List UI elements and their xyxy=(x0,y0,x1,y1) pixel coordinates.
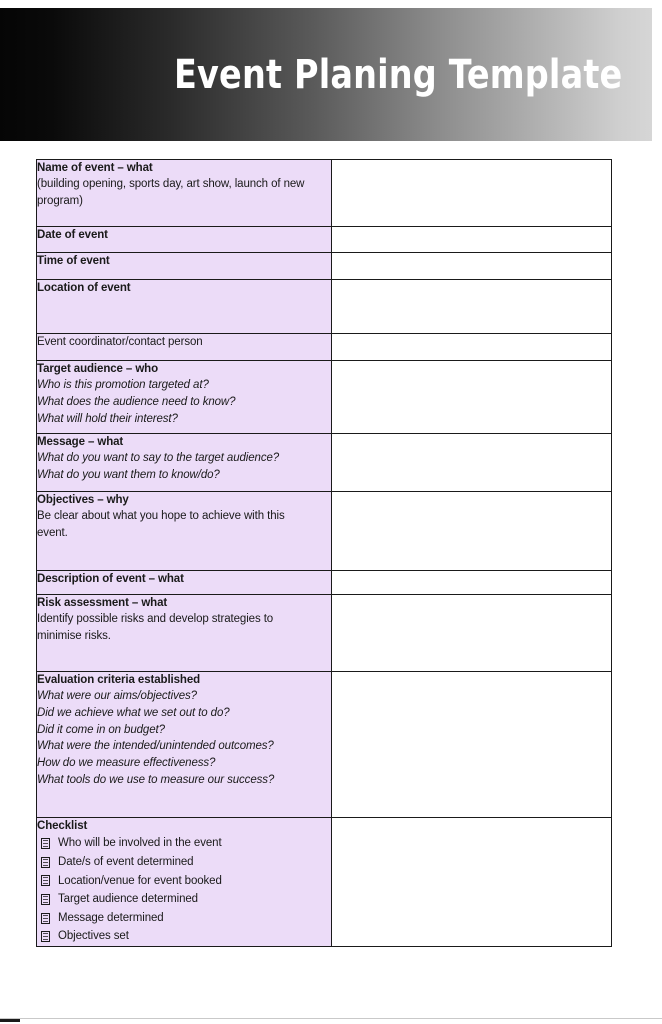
checklist-item[interactable] xyxy=(37,834,331,853)
value-cell-event-coordinator[interactable] xyxy=(332,334,612,361)
row-subtext: minimise risks. xyxy=(37,630,111,642)
row-heading: Location of event xyxy=(37,282,131,294)
value-cell-evaluation-criteria[interactable] xyxy=(332,672,612,818)
row-subtext: Identify possible risks and develop strategies to xyxy=(37,613,274,626)
row-heading: Evaluation criteria established xyxy=(37,674,201,686)
row-heading: Checklist xyxy=(37,820,88,832)
label-cell-target-audience xyxy=(37,361,332,434)
table-body xyxy=(37,160,612,947)
row-subtext: Did it come in on budget? xyxy=(37,723,165,736)
table-row xyxy=(37,334,612,361)
header-banner xyxy=(0,8,652,141)
value-cell-message[interactable] xyxy=(332,434,612,492)
value-cell-location-of-event[interactable] xyxy=(332,280,612,334)
checklist-item-label: Date/s of event determined xyxy=(58,855,194,868)
label-cell-message xyxy=(37,434,332,492)
missing-glyph-box-icon xyxy=(41,857,50,868)
row-subtext: What were the intended/unintended outcomes? xyxy=(37,740,274,753)
row-subtext: What will hold their interest? xyxy=(37,412,178,425)
row-heading: Time of event xyxy=(37,255,110,267)
page-title: Event Planing Template xyxy=(174,51,623,98)
row-subtext: Be clear about what you hope to achieve with this xyxy=(37,510,285,523)
value-cell-objectives[interactable] xyxy=(332,492,612,571)
checklist-item[interactable] xyxy=(37,853,331,872)
row-heading: Name of event – what xyxy=(37,162,153,174)
table-row xyxy=(37,253,612,280)
checklist-item-label: Objectives set xyxy=(58,930,129,943)
value-cell-date-of-event[interactable] xyxy=(332,227,612,253)
page-bottom-marker xyxy=(0,1019,20,1022)
row-subtext: (building opening, sports day, art show, launch of new xyxy=(37,178,305,191)
checklist-item-label: Who will be involved in the event xyxy=(58,837,222,850)
checklist-item[interactable] xyxy=(37,909,331,928)
label-cell-time-of-event xyxy=(37,253,332,280)
label-cell-description-of-event xyxy=(37,571,332,595)
table-row xyxy=(37,160,612,227)
row-subtext: Who is this promotion targeted at? xyxy=(37,379,209,392)
row-heading: Message – what xyxy=(37,436,124,448)
missing-glyph-box-icon xyxy=(41,875,50,886)
value-cell-target-audience[interactable] xyxy=(332,361,612,434)
row-subtext: What tools do we use to measure our success? xyxy=(37,773,275,786)
missing-glyph-box-icon xyxy=(41,894,50,905)
table-row xyxy=(37,361,612,434)
table-row xyxy=(37,571,612,595)
row-heading: Event coordinator/contact person xyxy=(37,336,203,348)
table-row xyxy=(37,672,612,818)
row-subtext: What do you want to say to the target audience? xyxy=(37,452,280,465)
row-subtext: What does the audience need to know? xyxy=(37,396,236,408)
table-row xyxy=(37,280,612,334)
checklist-item-label: Target audience determined xyxy=(58,893,198,906)
missing-glyph-box-icon xyxy=(41,913,50,924)
table-row xyxy=(37,595,612,672)
value-cell-risk-assessment[interactable] xyxy=(332,595,612,672)
row-subtext: How do we measure effectiveness? xyxy=(37,757,216,770)
label-cell-location-of-event xyxy=(37,280,332,334)
label-cell-event-coordinator xyxy=(37,334,332,361)
row-subtext: event. xyxy=(37,527,68,539)
row-subtext: What were our aims/objectives? xyxy=(37,690,197,703)
checklist-item[interactable] xyxy=(37,927,331,946)
value-cell-time-of-event[interactable] xyxy=(332,253,612,280)
row-heading: Description of event – what xyxy=(37,573,184,585)
label-cell-checklist xyxy=(37,818,332,947)
row-heading: Date of event xyxy=(37,229,108,241)
missing-glyph-box-icon xyxy=(41,838,50,849)
missing-glyph-box-icon xyxy=(41,931,50,942)
table-row xyxy=(37,492,612,571)
page-bottom-rule xyxy=(0,1018,662,1019)
checklist-item-label: Location/venue for event booked xyxy=(58,874,222,887)
checklist-item[interactable] xyxy=(37,872,331,891)
table-row xyxy=(37,434,612,492)
row-heading: Objectives – why xyxy=(37,494,129,506)
label-cell-risk-assessment xyxy=(37,595,332,672)
value-cell-checklist[interactable] xyxy=(332,818,612,947)
checklist-item[interactable] xyxy=(37,890,331,909)
label-cell-objectives xyxy=(37,492,332,571)
row-heading: Risk assessment – what xyxy=(37,597,168,609)
value-cell-name-of-event[interactable] xyxy=(332,160,612,227)
table-row xyxy=(37,227,612,253)
label-cell-evaluation-criteria xyxy=(37,672,332,818)
label-cell-name-of-event xyxy=(37,160,332,227)
checklist-item-label: Message determined xyxy=(58,911,164,924)
table-row xyxy=(37,818,612,947)
value-cell-description-of-event[interactable] xyxy=(332,571,612,595)
event-planning-table xyxy=(36,159,612,947)
row-subtext: What do you want them to know/do? xyxy=(37,469,220,481)
row-subtext: program) xyxy=(37,195,83,207)
label-cell-date-of-event xyxy=(37,227,332,253)
row-heading: Target audience – who xyxy=(37,363,159,375)
row-subtext: Did we achieve what we set out to do? xyxy=(37,707,230,719)
